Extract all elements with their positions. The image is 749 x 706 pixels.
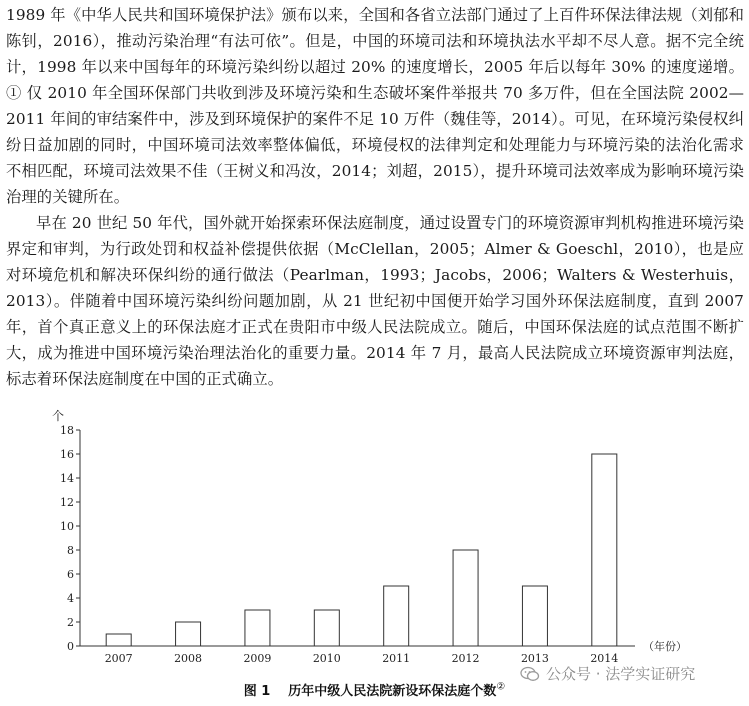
figure-number: 图 1 [243, 684, 271, 699]
footnote-mark: ② [496, 681, 506, 693]
y-axis-ticks [60, 424, 80, 653]
x-tick-label: 2008 [174, 652, 203, 665]
y-tick-label: 0 [67, 640, 74, 653]
wechat-watermark [520, 663, 695, 684]
x-tick-label: 2012 [451, 652, 480, 665]
paragraph-1: 1989 年《中华人民共和国环境保护法》颁布以来，全国和各省立法部门通过了上百件环保法律法规（刘郁和陈钊，2016），推动污染治理“有法可依”。但是，中国的环境司法和环境执法水平却不尽人意。据不完全统计，1998 年以来中国每年的环境污染纠纷以超过 20% 的速度增长，2005 年后以每年 30% 的速度递增。① 仅 2010 年全国环保部门共收到涉及环境污染和生态破坏案件举报共 70 多万件，但在全国法院 2002—2011 年间的审结案件中，涉及到环境保护的案件不足 10 万件（魏佳等，2014）。可见，在环境污染侵权纠纷日益加剧的同时，中国环境司法效率整体偏低，环境侵权的法律判定和处理能力与环境污染的法治化需求不相匹配，环境司法效果不佳（王树义和冯汝，2014；刘超，2015），提升环境司法效率成为影响环境污染治理的关键所在。 [6, 6, 744, 206]
y-tick-label: 4 [67, 592, 74, 605]
bar-chart-svg [30, 400, 730, 672]
bar-2010 [314, 610, 339, 646]
bar-series [106, 454, 617, 646]
bar-2011 [384, 586, 409, 646]
bar-2008 [176, 622, 201, 646]
y-axis-unit-label: 个 [52, 409, 65, 423]
y-tick-label: 8 [67, 544, 74, 557]
bar-2012 [453, 550, 478, 646]
x-tick-label: 2010 [312, 652, 341, 665]
y-tick-label: 12 [60, 496, 74, 509]
y-tick-label: 18 [60, 424, 74, 437]
paragraph-2: 早在 20 世纪 50 年代，国外就开始探索环保法庭制度，通过设置专门的环境资源审判机构推进环境污染界定和审判，为行政处罚和权益补偿提供依据（McClellan，2005；Almer & Goeschl，2010），也是应对环境危机和解决环保纠纷的通行做法（Pearlman，1993；Jacobs，2006；Walters & Westerhuis，2013）。伴随着中国环境污染纠纷问题加剧，从 21 世纪初中国便开始学习国外环保法庭制度，直到 2007 年，首个真正意义上的环保法庭才正式在贵阳市中级人民法院成立。随后，中国环保法庭的试点范围不断扩大，成为推进中国环境污染治理法治化的重要力量。2014 年 7 月，最高人民法院成立环境资源审判法庭，标志着环保法庭制度在中国的正式确立。 [6, 214, 744, 388]
y-tick-label: 16 [60, 448, 74, 461]
x-axis-unit-label: （年份） [643, 640, 687, 653]
bar-chart [30, 400, 730, 672]
x-tick-label: 2009 [243, 652, 272, 665]
y-tick-label: 2 [67, 616, 74, 629]
bar-2007 [106, 634, 131, 646]
bar-2009 [245, 610, 270, 646]
x-tick-label: 2007 [104, 652, 133, 665]
figure-title: 历年中级人民法院新设环保法庭个数 [288, 684, 497, 699]
x-tick-label: 2014 [590, 652, 619, 665]
x-tick-label: 2011 [382, 652, 411, 665]
bar-2013 [522, 586, 547, 646]
bar-2014 [592, 454, 617, 646]
y-tick-label: 10 [60, 520, 74, 533]
y-tick-label: 14 [60, 472, 74, 485]
x-tick-label: 2013 [520, 652, 549, 665]
watermark-text: 公众号 · 法学实证研究 [546, 665, 696, 683]
article-body [6, 2, 744, 392]
wechat-icon [520, 666, 540, 682]
y-tick-label: 6 [67, 568, 74, 581]
